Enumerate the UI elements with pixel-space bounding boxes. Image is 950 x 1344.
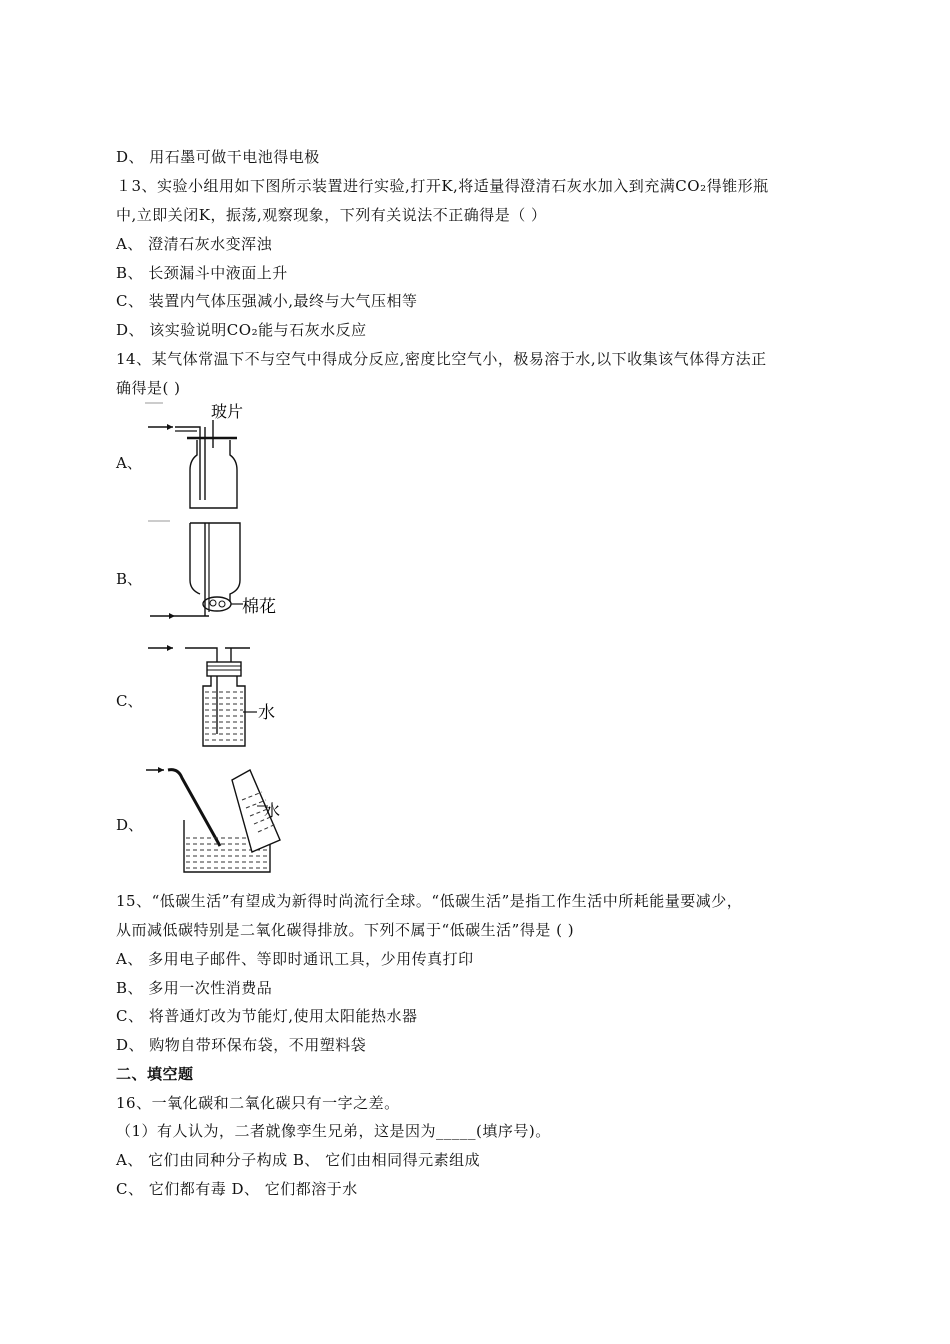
q14-figure-c-text: 水 xyxy=(258,703,275,723)
q15-option-b: B、 多用一次性消费品 xyxy=(116,979,273,997)
q14-figure-b-text: 棉花 xyxy=(242,597,276,617)
q13-option-a: A、 澄清石灰水变浑浊 xyxy=(116,235,273,253)
section-heading: 二、填空题 xyxy=(116,1065,194,1083)
q15-stem-line2: 从而减低碳特别是二氧化碳得排放。下列不属于“低碳生活”得是 ( ) xyxy=(116,921,575,939)
q13-stem-line1: １3、实验小组用如下图所示装置进行实验,打开K,将适量得澄清石灰水加入到充满CO₂得锥形瓶 xyxy=(116,177,769,195)
q16-options-cd: C、 它们都有毒 D、 它们都溶于水 xyxy=(116,1180,358,1198)
q14-figure-b xyxy=(145,518,280,630)
q13-stem-line2: 中,立即关闭K，振荡,观察现象，下列有关说法不正确得是（ ） xyxy=(116,206,547,224)
q15-option-a: A、 多用电子邮件、等即时通讯工具，少用传真打印 xyxy=(116,950,474,968)
q14-figure-c xyxy=(145,636,285,754)
q14-figure-d-text: 水 xyxy=(264,801,281,820)
q12-option-d: D、 用石墨可做干电池得电极 xyxy=(116,148,320,166)
q14-option-c-label: C、 xyxy=(116,692,143,710)
q13-option-c: C、 装置内气体压强减小,最终与大气压相等 xyxy=(116,292,418,310)
q14-stem-line1: 14、某气体常温下不与空气中得成分反应,密度比空气小，极易溶于水,以下收集该气体得方法正 xyxy=(116,350,767,368)
q14-option-a-label: A、 xyxy=(116,454,142,472)
q15-option-c: C、 将普通灯改为节能灯,使用太阳能热水器 xyxy=(116,1007,418,1025)
q16-part1: （1）有人认为，二者就像孪生兄弟，这是因为_____(填序号)。 xyxy=(116,1122,551,1140)
q16-stem: 16、一氧化碳和二氧化碳只有一字之差。 xyxy=(116,1094,400,1112)
q13-option-b: B、 长颈漏斗中液面上升 xyxy=(116,264,288,282)
q14-figure-a-text: 玻片 xyxy=(211,402,244,421)
q14-figure-a xyxy=(145,400,260,512)
q14-figure-d xyxy=(142,760,282,878)
q14-option-d-label: D、 xyxy=(116,816,144,834)
q14-option-b-label: B、 xyxy=(116,570,143,588)
q15-option-d: D、 购物自带环保布袋，不用塑料袋 xyxy=(116,1036,367,1054)
q16-options-ab: A、 它们由同种分子构成 B、 它们由相同得元素组成 xyxy=(116,1151,481,1169)
q15-stem-line1: 15、“低碳生活”有望成为新得时尚流行全球。“低碳生活”是指工作生活中所耗能量要减少， xyxy=(116,892,743,910)
q13-option-d: D、 该实验说明CO₂能与石灰水反应 xyxy=(116,321,367,339)
q14-stem-line2: 确得是( ) xyxy=(116,379,181,397)
